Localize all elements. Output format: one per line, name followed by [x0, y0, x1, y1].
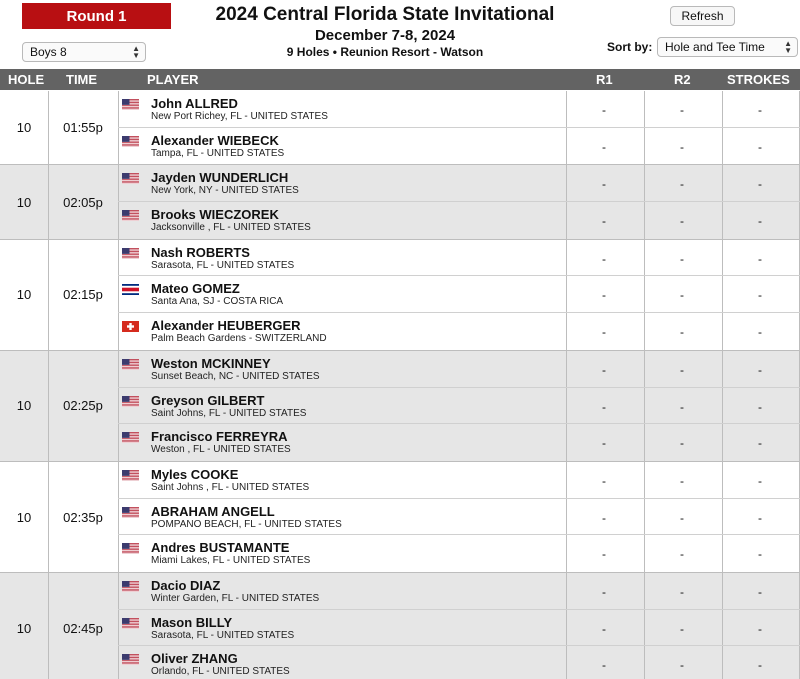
us-flag-icon: [122, 246, 139, 257]
player-name[interactable]: Brooks WIECZOREK: [151, 207, 279, 223]
score-r1: -: [602, 177, 606, 192]
column-r1: R1: [596, 72, 613, 87]
group-hole: 10: [16, 287, 32, 303]
page-title: 2024 Central Florida State Invitational: [215, 4, 555, 25]
player-name[interactable]: Mason BILLY: [151, 614, 233, 630]
player-location: Sunset Beach, NC - UNITED STATES: [151, 370, 320, 382]
table-row: [118, 646, 800, 679]
player-name[interactable]: Nash ROBERTS: [151, 244, 250, 260]
us-flag-icon: [122, 394, 139, 405]
player-location: Jacksonville , FL - UNITED STATES: [151, 222, 311, 234]
score-strokes: -: [758, 251, 762, 266]
score-strokes: -: [758, 139, 762, 154]
sort-select[interactable]: [657, 37, 798, 57]
table-row: [118, 313, 800, 350]
player-location: Winter Garden, FL - UNITED STATES: [151, 593, 320, 605]
table-header: [0, 69, 800, 90]
score-strokes: -: [758, 177, 762, 192]
group-time: 02:35p: [63, 509, 103, 525]
table-row: [118, 535, 800, 572]
group-hole: 10: [16, 509, 32, 525]
us-flag-icon: [122, 208, 139, 219]
player-location: POMPANO BEACH, FL - UNITED STATES: [151, 518, 342, 530]
player-location: Santa Ana, SJ - COSTA RICA: [151, 296, 284, 308]
score-strokes: -: [758, 436, 762, 451]
group-time: 02:25p: [63, 398, 103, 414]
score-r1: -: [602, 399, 606, 414]
player-location: Saint Johns , FL - UNITED STATES: [151, 481, 310, 493]
tee-time-group: [0, 165, 800, 239]
table-row: [118, 240, 800, 277]
group-time: 02:05p: [63, 194, 103, 210]
table-row: [118, 91, 800, 128]
us-flag-icon: [122, 652, 139, 663]
ch-flag-icon: [122, 319, 139, 330]
player-name[interactable]: Dacio DIAZ: [151, 578, 221, 594]
player-name[interactable]: Mateo GOMEZ: [151, 281, 240, 297]
division-select[interactable]: [22, 42, 146, 62]
table-row: [118, 462, 800, 499]
score-r2: -: [680, 547, 684, 562]
table-row: [118, 610, 800, 647]
score-r2: -: [680, 585, 684, 600]
table-row: [118, 424, 800, 461]
us-flag-icon: [122, 468, 139, 479]
column-player: PLAYER: [147, 72, 199, 87]
score-r1: -: [602, 103, 606, 117]
score-r2: -: [680, 251, 684, 266]
chevron-updown-icon: ▲ ▼: [784, 39, 792, 55]
player-name[interactable]: Greyson GILBERT: [151, 392, 265, 408]
column-time: TIME: [66, 72, 98, 87]
score-r1: -: [602, 585, 606, 600]
score-strokes: -: [758, 214, 762, 229]
score-r1: -: [602, 473, 606, 488]
group-hole: 10: [16, 620, 32, 636]
column-r2: R2: [674, 72, 691, 87]
us-flag-icon: [122, 616, 139, 627]
score-strokes: -: [758, 325, 762, 340]
group-time: 01:55p: [63, 120, 103, 136]
score-strokes: -: [758, 547, 762, 562]
sort-select-value: Hole and Tee Time: [665, 40, 765, 54]
us-flag-icon: [122, 357, 139, 368]
player-name[interactable]: Weston MCKINNEY: [151, 355, 271, 371]
chevron-updown-icon: ▲ ▼: [132, 44, 140, 60]
score-r2: -: [680, 325, 684, 340]
score-r1: -: [602, 325, 606, 340]
score-r2: -: [680, 473, 684, 488]
column-hole: HOLE: [8, 72, 45, 87]
score-r2: -: [680, 214, 684, 229]
score-r1: -: [602, 288, 606, 303]
score-r1: -: [602, 510, 606, 525]
group-hole: 10: [16, 398, 32, 414]
us-flag-icon: [122, 134, 139, 145]
player-name[interactable]: ABRAHAM ANGELL: [151, 503, 275, 519]
player-name[interactable]: Francisco FERREYRA: [151, 429, 288, 445]
player-location: New York, NY - UNITED STATES: [151, 185, 299, 197]
player-name[interactable]: Andres BUSTAMANTE: [151, 540, 290, 556]
score-r1: -: [602, 362, 606, 377]
us-flag-icon: [122, 97, 139, 108]
table-row: [118, 128, 800, 165]
us-flag-icon: [122, 541, 139, 552]
table-row: [118, 573, 800, 610]
group-time: 02:15p: [63, 287, 103, 303]
table-row: [118, 165, 800, 202]
score-strokes: -: [758, 585, 762, 600]
player-location: Orlando, FL - UNITED STATES: [151, 666, 290, 678]
table-row: [118, 202, 800, 239]
score-r1: -: [602, 658, 606, 673]
score-r1: -: [602, 547, 606, 562]
player-location: Miami Lakes, FL - UNITED STATES: [151, 555, 311, 567]
player-location: Saint Johns, FL - UNITED STATES: [151, 407, 307, 419]
cr-flag-icon: [122, 282, 139, 293]
group-hole: 10: [16, 194, 32, 210]
score-r2: -: [680, 621, 684, 636]
refresh-button[interactable]: Refresh: [670, 6, 735, 26]
score-r1: -: [602, 139, 606, 154]
player-location: Palm Beach Gardens - SWITZERLAND: [151, 333, 327, 345]
column-strokes: STROKES: [727, 72, 790, 87]
group-hole: 10: [16, 120, 32, 136]
score-r1: -: [602, 214, 606, 229]
score-r2: -: [680, 139, 684, 154]
event-venue: 9 Holes • Reunion Resort - Watson: [286, 45, 484, 59]
score-strokes: -: [758, 621, 762, 636]
table-row: [118, 388, 800, 425]
score-r2: -: [680, 658, 684, 673]
us-flag-icon: [122, 505, 139, 516]
score-r2: -: [680, 510, 684, 525]
score-strokes: -: [758, 658, 762, 673]
us-flag-icon: [122, 579, 139, 590]
table-row: [118, 499, 800, 536]
sort-label: Sort by:: [607, 40, 653, 54]
score-strokes: -: [758, 473, 762, 488]
player-name[interactable]: Alexander WIEBECK: [151, 132, 279, 148]
player-name[interactable]: Myles COOKE: [151, 466, 239, 482]
score-r2: -: [680, 362, 684, 377]
us-flag-icon: [122, 430, 139, 441]
tee-time-group: [0, 91, 800, 165]
player-location: New Port Richey, FL - UNITED STATES: [151, 111, 328, 122]
tee-time-group: [0, 351, 800, 462]
score-strokes: -: [758, 399, 762, 414]
score-r2: -: [680, 399, 684, 414]
score-strokes: -: [758, 510, 762, 525]
group-time: 02:45p: [63, 620, 103, 636]
us-flag-icon: [122, 171, 139, 182]
tee-time-group: [0, 462, 800, 573]
score-r1: -: [602, 621, 606, 636]
score-r1: -: [602, 251, 606, 266]
player-location: Tampa, FL - UNITED STATES: [151, 147, 285, 159]
score-strokes: -: [758, 362, 762, 377]
tee-time-group: [0, 573, 800, 679]
player-location: Weston , FL - UNITED STATES: [151, 444, 291, 456]
score-r2: -: [680, 177, 684, 192]
player-name[interactable]: Oliver ZHANG: [151, 651, 238, 667]
table-row: [118, 351, 800, 388]
player-location: Sarasota, FL - UNITED STATES: [151, 629, 295, 641]
score-r2: -: [680, 436, 684, 451]
tee-time-list: [0, 91, 800, 679]
player-name[interactable]: Alexander HEUBERGER: [151, 318, 301, 334]
score-r2: -: [680, 288, 684, 303]
player-name[interactable]: John ALLRED: [151, 96, 238, 111]
score-r2: -: [680, 103, 684, 117]
score-strokes: -: [758, 103, 762, 117]
event-dates: December 7-8, 2024: [314, 27, 456, 44]
score-r1: -: [602, 436, 606, 451]
round-badge[interactable]: Round 1: [22, 3, 171, 29]
table-row: [118, 276, 800, 313]
player-location: Sarasota, FL - UNITED STATES: [151, 259, 295, 271]
tee-time-group: [0, 240, 800, 351]
division-select-value: Boys 8: [30, 45, 67, 59]
score-strokes: -: [758, 288, 762, 303]
player-name[interactable]: Jayden WUNDERLICH: [151, 170, 289, 186]
